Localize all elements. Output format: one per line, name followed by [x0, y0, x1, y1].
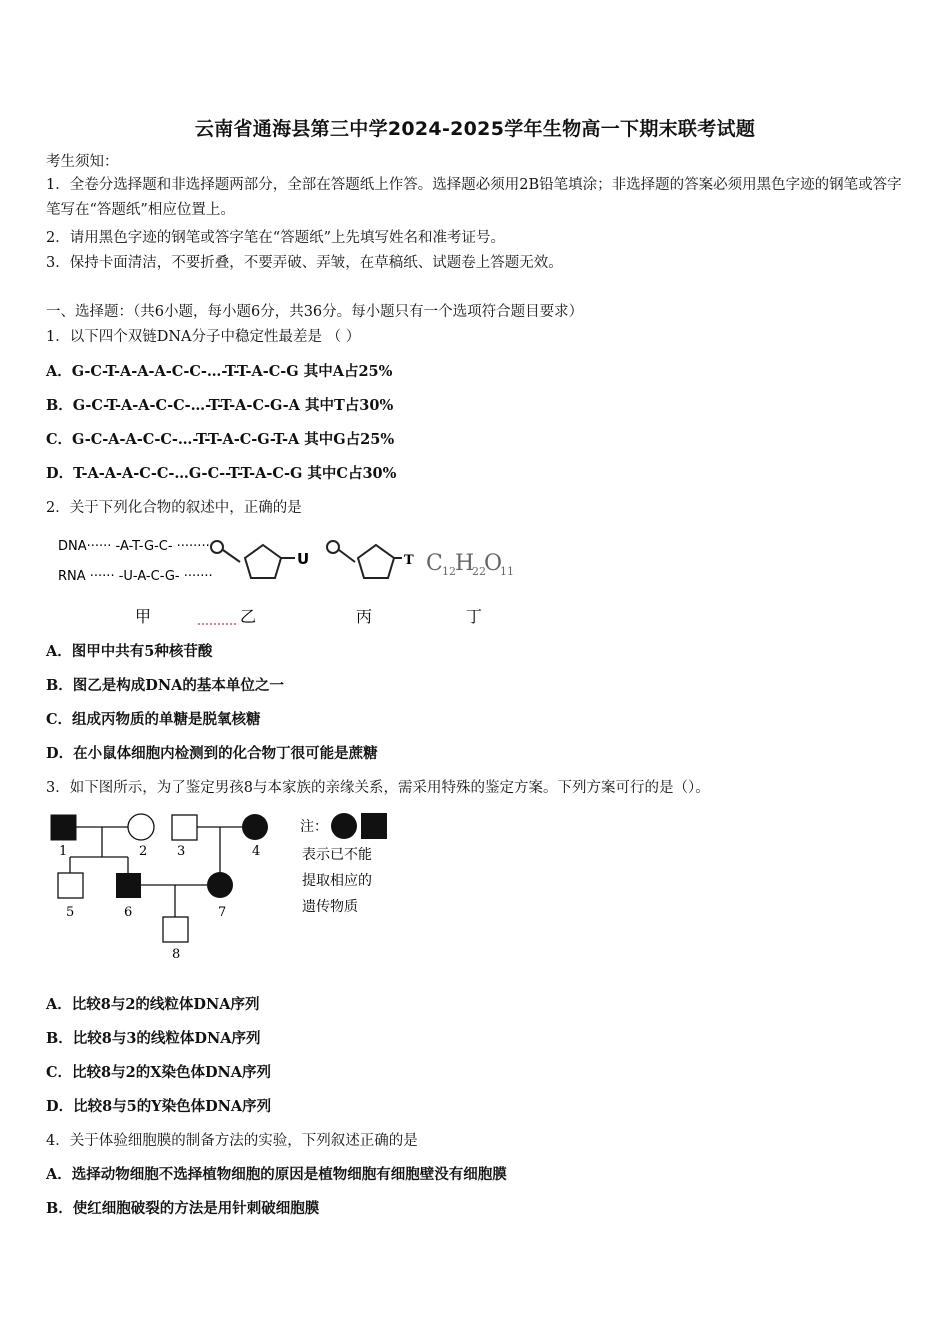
q3-option-d[interactable]: D．比较8与5的Y染色体DNA序列 — [46, 1098, 272, 1115]
label-jia: 甲 — [135, 607, 152, 626]
num-1: 1 — [59, 844, 68, 859]
legend-filled-circle — [331, 813, 357, 839]
q4-option-b[interactable]: B．使红细胞破裂的方法是用针刺破细胞膜 — [46, 1200, 320, 1217]
q2-stem: 2．关于下列化合物的叙述中，正确的是 — [46, 500, 302, 516]
q1-option-b[interactable]: B．G-C-T-A-A-C-C-…-T-T-A-C-G-A 其中T占30% — [46, 397, 394, 414]
pedigree-figure — [0, 805, 950, 965]
num-8: 8 — [172, 947, 181, 962]
notice-item-1: 1．全卷分选择题和非选择题两部分，全部在答题纸上作答。选择题必须用2B铅笔填涂；非选择题的答案必须用黑色字迹的钢笔或答字笔写在“答题纸”相应位置上。 — [46, 177, 902, 218]
num-6: 6 — [124, 905, 133, 920]
legend-line-2: 提取相应的 — [302, 873, 372, 889]
num-3: 3 — [177, 844, 186, 859]
q2-option-a[interactable]: A．图甲中共有5种核苷酸 — [46, 643, 213, 660]
nucleotide-u-diagram — [211, 541, 295, 578]
individual-1-affected-male — [51, 815, 76, 840]
notice-item-2: 2．请用黑色字迹的钢笔或答字笔在“答题纸”上先填写姓名和准考证号。 — [46, 230, 506, 246]
section-heading: 一、选择题：（共6小题，每小题6分，共36分。每小题只有一个选项符合题目要求） — [46, 304, 584, 320]
individual-8-boy — [163, 917, 188, 942]
legend-note-label: 注： — [300, 819, 328, 835]
individual-5-male — [58, 873, 83, 898]
formula-h-sub: 22 — [472, 565, 486, 578]
q4-option-a[interactable]: A．选择动物细胞不选择植物细胞的原因是植物细胞有细胞壁没有细胞膜 — [46, 1166, 507, 1183]
pentose-ring — [245, 545, 281, 578]
q2-option-c[interactable]: C．组成丙物质的单糖是脱氧核糖 — [46, 711, 261, 728]
formula-h: H — [455, 551, 475, 576]
formula-o: O — [484, 551, 503, 576]
fig-dna-row: DNA······ -A-T-G-C- ········ — [58, 539, 210, 554]
q2-figure — [0, 520, 950, 635]
num-7: 7 — [218, 905, 227, 920]
legend-line-3: 遗传物质 — [302, 899, 358, 915]
num-2: 2 — [139, 844, 148, 859]
q3-option-c[interactable]: C．比较8与2的X染色体DNA序列 — [46, 1064, 272, 1081]
q2-option-b[interactable]: B．图乙是构成DNA的基本单位之一 — [46, 677, 284, 694]
q1-stem: 1．以下四个双链DNA分子中稳定性最差是 （ ） — [46, 329, 361, 345]
q3-option-b[interactable]: B．比较8与3的线粒体DNA序列 — [46, 1030, 261, 1047]
fig-rna-row: RNA ······ -U-A-C-G- ······· — [58, 569, 213, 584]
notice-heading: 考生须知： — [46, 154, 119, 170]
individual-4-affected-female — [242, 814, 268, 840]
num-4: 4 — [252, 844, 261, 859]
formula-c12h22o11 — [426, 551, 514, 578]
phosphate-circle — [327, 541, 339, 553]
individual-6-affected-male — [116, 873, 141, 898]
num-5: 5 — [66, 905, 75, 920]
notice-item-3: 3．保持卡面清洁，不要折叠，不要弄破、弄皱，在草稿纸、试题卷上答题无效。 — [46, 255, 563, 271]
q1-option-a[interactable]: A．G-C-T-A-A-A-C-C-…-T-T-A-C-G 其中A占25% — [46, 363, 393, 380]
base-t-label: T — [404, 553, 414, 568]
label-ding: 丁 — [466, 607, 483, 626]
q2-option-d[interactable]: D．在小鼠体细胞内检测到的化合物丁很可能是蔗糖 — [46, 745, 378, 762]
q4-stem: 4．关于体验细胞膜的制备方法的实验，下列叙述正确的是 — [46, 1133, 418, 1149]
label-yi: 乙 — [240, 607, 257, 626]
individual-2-female — [128, 814, 154, 840]
base-u-label: U — [297, 550, 310, 568]
formula-o-sub: 11 — [500, 565, 514, 578]
individual-3-male — [172, 815, 197, 840]
q3-option-a[interactable]: A．比较8与2的线粒体DNA序列 — [46, 996, 260, 1013]
formula-c-sub: 12 — [442, 565, 456, 578]
label-bing: 丙 — [356, 607, 373, 626]
q3-stem: 3．如下图所示，为了鉴定男孩8与本家族的亲缘关系，需采用特殊的鉴定方案。下列方案可行的是（）。 — [46, 780, 710, 796]
q1-option-d[interactable]: D．T-A-A-A-C-C-…G-C--T-T-A-C-G 其中C占30% — [46, 465, 397, 482]
q1-option-c[interactable]: C．G-C-A-A-C-C-…-T-T-A-C-G-T-A 其中G占25% — [46, 431, 395, 448]
page-title: 云南省通海县第三中学2024-2025学年生物高一下期末联考试题 — [194, 118, 756, 140]
individual-7-affected-female — [207, 872, 233, 898]
legend-filled-square — [361, 813, 387, 839]
formula-c: C — [426, 551, 443, 576]
pentose-ring — [358, 545, 394, 578]
phosphate-circle — [211, 541, 223, 553]
legend-line-1: 表示已不能 — [302, 847, 372, 863]
nucleotide-t-diagram — [327, 541, 402, 578]
